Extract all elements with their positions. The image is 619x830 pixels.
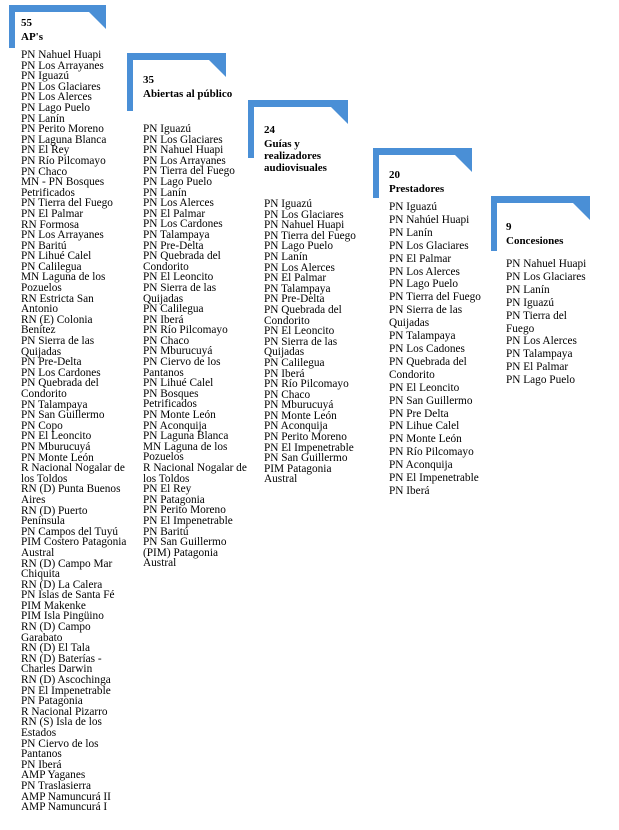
- list-item: PN Chaco: [21, 165, 68, 178]
- list-item: PN Lihué Calel: [21, 250, 92, 263]
- list-item: PN Ciervo de los Pantanos: [143, 356, 221, 379]
- list-item: PN Sierra de las Quijadas: [21, 335, 95, 358]
- column-header-guias: [264, 124, 346, 174]
- list-item: RN (D) Puerto Península: [21, 504, 88, 528]
- list-item: PN Los Arrayanes: [21, 59, 104, 72]
- list-item: PN Lago Puelo: [21, 101, 91, 114]
- list-item: PN El Impenetrable: [21, 684, 111, 697]
- list-item: PN Lanín: [21, 112, 65, 125]
- list-item: PN Iberá: [143, 313, 184, 326]
- list-item: PN Traslasierra: [21, 779, 91, 792]
- list-item: PN Los Cardones: [21, 366, 101, 379]
- list-item: RN (D) Baterías - Charles Darwin: [21, 652, 102, 676]
- list-item: PN Mburucuyá: [143, 345, 213, 358]
- list-item: PN Iberá: [264, 367, 305, 380]
- list-item: PN Baritú: [21, 239, 67, 252]
- list-item: PN Lago Puelo: [506, 374, 576, 387]
- list-item: PN Talampaya: [264, 282, 331, 295]
- list-item: PN Iberá: [21, 758, 62, 771]
- list-item: PN Nahuel Huapi: [21, 49, 102, 61]
- list-item: PN Quebrada del Condorito: [264, 303, 342, 327]
- list-item: PN Los Alerces: [264, 261, 335, 274]
- list-item: PN Sierra de las Quijadas: [389, 304, 463, 330]
- list-item: PN Los Glaciares: [143, 133, 223, 146]
- list-item: RN Estricta San Antonio: [21, 292, 94, 316]
- list-item: PN Iguazú: [143, 123, 192, 135]
- list-item: PN Tierra del Fuego: [506, 309, 567, 335]
- list-item: PN Lago Puelo: [264, 240, 334, 253]
- list-item: PN El Leoncito: [389, 381, 460, 394]
- list-item: RN (D) Ascochinga: [21, 674, 111, 687]
- list-item: PN El Impenetrable: [389, 472, 479, 485]
- list-item: (PIM) Patagonia Austral: [143, 546, 218, 570]
- list-item: PN Río Pilcomayo: [143, 324, 228, 337]
- list-item: PN El Impenetrable: [143, 514, 233, 527]
- list-item: PN Monte León: [389, 433, 462, 446]
- count-concesiones: 9: [506, 221, 512, 233]
- count-aps: 55: [21, 17, 32, 29]
- list-item: PN Mburucuyá: [21, 440, 91, 453]
- list-item: PN Nahuel Huapi: [264, 219, 345, 232]
- list-item: PN Calilegua: [21, 260, 82, 273]
- list-concesiones: [506, 258, 590, 387]
- list-item: PN Iberá: [389, 484, 430, 497]
- title-aps: AP's: [21, 31, 43, 43]
- list-item: PN Los Glaciares: [389, 239, 469, 252]
- list-item: PN Lanín: [143, 186, 187, 199]
- list-item: PN Bosques Petrificados: [143, 387, 199, 411]
- list-item: PN Talampaya: [143, 228, 210, 241]
- list-prestadores: [389, 201, 495, 498]
- list-item: R Nacional Nogalar de los Toldos: [143, 462, 247, 485]
- list-item: PN Tierra del Fuego: [21, 197, 113, 210]
- list-item: PN Los Cadones: [389, 342, 465, 355]
- count-abiertas: 35: [143, 74, 154, 86]
- list-item: PN Copo: [21, 419, 63, 432]
- list-item: PIM Patagonia Austral: [264, 462, 332, 486]
- list-item: PN El Rey: [21, 144, 70, 157]
- list-item: PN Lanín: [389, 226, 433, 239]
- list-item: PIM Costero Patagonia Austral: [21, 536, 127, 559]
- list-item: RN (D) El Tala: [21, 642, 90, 655]
- list-item: RN Formosa: [21, 218, 80, 231]
- list-item: PN Los Alerces: [143, 197, 214, 210]
- list-item: PN Pre-Delta: [264, 293, 325, 306]
- list-item: PN Lihue Calel: [389, 420, 460, 433]
- list-item: PN Lihué Calel: [143, 377, 214, 390]
- list-item: PN Lanín: [506, 283, 550, 296]
- list-item: PN Los Cardones: [143, 218, 223, 231]
- list-item: PN Chaco: [264, 388, 311, 401]
- list-item: PN Aconquija: [264, 420, 328, 433]
- list-item: PN El Palmar: [143, 207, 206, 220]
- list-item: PN Monte León: [143, 409, 216, 422]
- list-item: PN Pre-Delta: [143, 239, 204, 252]
- list-abiertas: [143, 124, 248, 569]
- list-item: PN Los Glaciares: [506, 270, 586, 283]
- list-item: PN El Palmar: [389, 252, 452, 265]
- column-header-concesiones: [506, 221, 586, 247]
- title-abiertas: Abiertas al público: [143, 88, 233, 100]
- list-guias: [264, 199, 362, 485]
- list-item: PN Calilegua: [143, 303, 204, 316]
- list-item: AMP Namuncurá II: [21, 790, 111, 803]
- list-item: PN Sierra de las Quijadas: [143, 281, 217, 305]
- list-item: PN Tierra del Fuego: [264, 229, 356, 242]
- list-item: PN El Leoncito: [143, 271, 214, 284]
- list-item: PN El Leoncito: [21, 430, 92, 443]
- list-item: PN Los Glaciares: [264, 208, 344, 221]
- list-item: PN Aconquija: [143, 419, 207, 432]
- list-item: PN Nahúel Huapi: [389, 213, 470, 226]
- list-item: PN El Palmar: [506, 361, 569, 374]
- list-item: MN Laguna de los Pozuelos: [21, 271, 106, 295]
- list-item: RN (D) Campo Garabato: [21, 621, 91, 644]
- list-item: PN El Leoncito: [264, 325, 335, 338]
- list-item: PN Perito Moreno: [21, 123, 104, 136]
- list-item: PN Río Pilcomayo: [264, 378, 349, 391]
- list-item: PIM Makenke: [21, 599, 86, 612]
- list-item: PN Perito Moreno: [264, 431, 347, 444]
- count-guias: 24: [264, 124, 275, 136]
- list-item: PN Ciervo de los Pantanos: [21, 737, 99, 761]
- list-item: PN Calilegua: [264, 356, 325, 369]
- list-item: PN Tierra del Fuego: [389, 291, 481, 304]
- list-item: PN Islas de Santa Fé: [21, 589, 115, 602]
- column-header-prestadores: [389, 169, 469, 195]
- list-item: PN Tierra del Fuego: [143, 165, 235, 178]
- list-item: PN San Guillermo: [143, 536, 227, 549]
- list-item: PN El Palmar: [264, 272, 327, 285]
- list-aps: [21, 50, 129, 813]
- list-item: PN Chaco: [143, 334, 190, 347]
- list-item: PN Los Glaciares: [21, 80, 101, 93]
- list-item: PN Los Alerces: [21, 91, 92, 104]
- list-item: AMP Yaganes: [21, 769, 86, 782]
- list-item: PN Laguna Blanca: [21, 133, 107, 146]
- list-item: PN El Impenetrable: [264, 441, 354, 454]
- list-item: PN Pre Delta: [389, 407, 449, 420]
- count-prestadores: 20: [389, 169, 400, 181]
- list-item: PN Lago Puelo: [389, 278, 459, 291]
- list-item: PN Nahuel Huapi: [143, 144, 224, 157]
- list-item: PN El Palmar: [21, 207, 84, 220]
- list-item: PN Iguazú: [389, 201, 438, 213]
- list-item: PN Talampaya: [506, 348, 573, 361]
- title-prestadores: Prestadores: [389, 183, 445, 195]
- title-guias: Guías y realizadores audiovisuales: [264, 138, 327, 174]
- list-item: PN Lago Puelo: [143, 175, 213, 188]
- list-item: PN Laguna Blanca: [143, 430, 229, 443]
- list-item: RN (E) Colonia Benítez: [21, 313, 93, 337]
- list-item: PN Iguazú: [21, 70, 70, 83]
- list-item: PN Pre-Delta: [21, 356, 82, 369]
- list-item: PN Lanín: [264, 250, 308, 263]
- list-item: PN Quebrada del Condorito: [143, 250, 221, 273]
- list-item: PN Monte León: [21, 451, 94, 464]
- list-item: RN (S) Isla de los Estados: [21, 716, 102, 739]
- list-item: PN Patagonia: [21, 695, 83, 708]
- column-header-abiertas: [143, 74, 233, 100]
- list-item: PN Nahuel Huapi: [506, 258, 587, 270]
- list-item: PN Iguazú: [264, 198, 313, 210]
- list-item: PN Mburucuyá: [264, 399, 334, 412]
- list-item: PN El Rey: [143, 483, 192, 496]
- list-item: PN Los Arrayanes: [143, 154, 226, 167]
- list-item: PN San Guillermo: [389, 394, 473, 407]
- list-item: R Nacional Pizarro: [21, 705, 108, 718]
- list-item: PIM Isla Pingüino: [21, 610, 104, 623]
- list-item: AMP Namuncurá I: [21, 801, 108, 814]
- list-item: PN Quebrada del Condorito: [389, 355, 467, 381]
- list-item: PN San Guillermo: [21, 409, 105, 422]
- list-item: PN Los Alerces: [389, 265, 460, 278]
- list-item: PN Río Pilcomayo: [21, 154, 106, 167]
- list-item: PN Patagonia: [143, 493, 205, 506]
- list-item: PN Río Pilcomayo: [389, 446, 474, 459]
- list-item: RN (D) Punta Buenos Aires: [21, 483, 121, 506]
- list-item: PN Campos del Tuyú: [21, 525, 118, 538]
- list-item: PN Talampaya: [389, 330, 456, 343]
- list-item: PN San Guillermo: [264, 452, 348, 465]
- list-item: PN Iguazú: [506, 296, 555, 309]
- column-header-aps: [21, 17, 101, 43]
- list-item: PN Perito Moreno: [143, 504, 226, 517]
- list-item: PN Talampaya: [21, 398, 88, 411]
- list-item: PN Los Alerces: [506, 335, 577, 348]
- list-item: PN Baritú: [143, 525, 189, 538]
- list-item: PN Monte León: [264, 409, 337, 422]
- list-item: MN - PN Bosques Petrificados: [21, 176, 105, 199]
- list-item: PN Quebrada del Condorito: [21, 377, 99, 400]
- title-concesiones: Concesiones: [506, 235, 564, 247]
- list-item: MN Laguna de los Pozuelos: [143, 440, 228, 464]
- list-item: PN Sierra de las Quijadas: [264, 335, 338, 359]
- list-item: R Nacional Nogalar de los Toldos: [21, 462, 125, 485]
- list-item: RN (D) Campo Mar Chiquita: [21, 557, 113, 581]
- list-item: RN (D) La Calera: [21, 578, 103, 591]
- list-item: PN Los Arrayanes: [21, 229, 104, 242]
- list-item: PN Aconquija: [389, 459, 453, 472]
